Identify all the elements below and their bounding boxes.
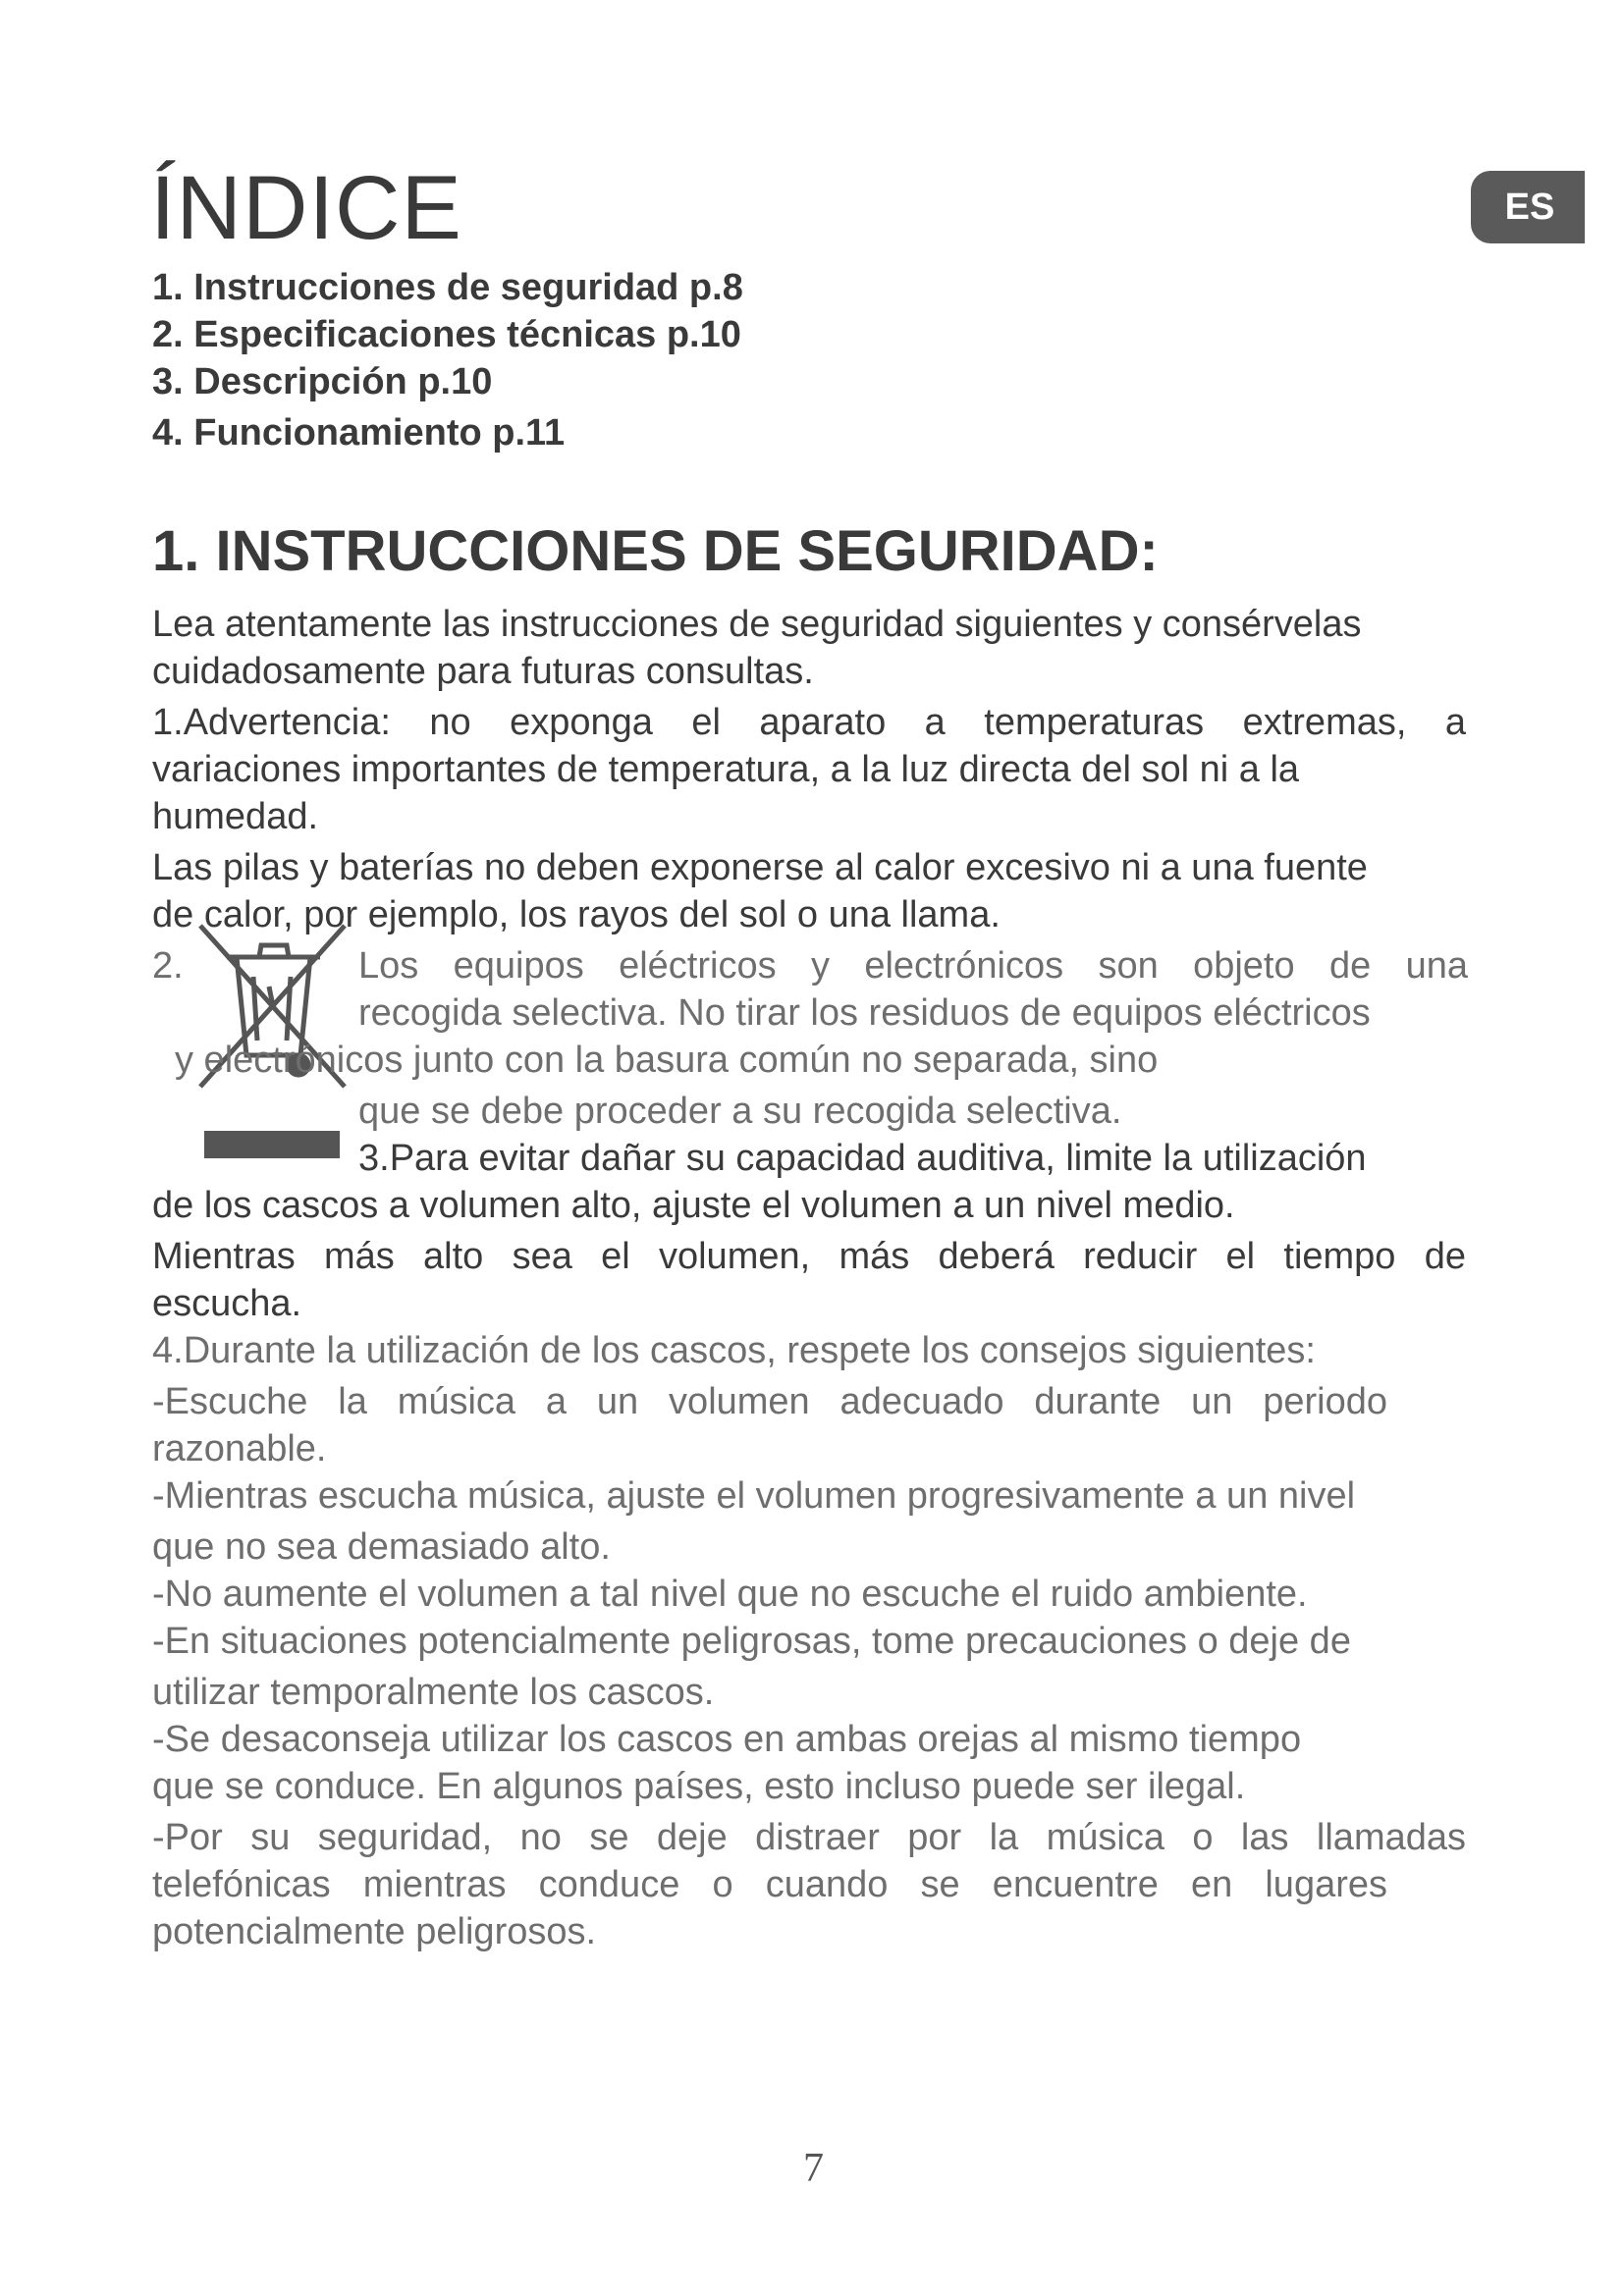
- toc-item-1: 1. Instrucciones de seguridad p.8: [152, 267, 743, 308]
- item4-line-4: -Mientras escucha música, ajuste el volumen progresivamente a un nivel: [152, 1475, 1356, 1517]
- item3-line-2: de los cascos a volumen alto, ajuste el volumen a un nivel medio.: [152, 1185, 1235, 1226]
- item4-line-2: -Escuche la música a un volumen adecuado durante un periodo: [152, 1381, 1387, 1422]
- item4-line-12: telefónicas mientras conduce o cuando se encuentre en lugares: [152, 1864, 1387, 1905]
- item4-line-8: utilizar temporalmente los cascos.: [152, 1672, 715, 1713]
- page-number: 7: [803, 2146, 824, 2191]
- batteries-line-1: Las pilas y baterías no deben exponerse al calor excesivo ni a una fuente: [152, 847, 1368, 888]
- item4-line-13: potencialmente peligrosos.: [152, 1911, 597, 1952]
- item2-line-3: y electrónicos junto con la basura común no separada, sino: [175, 1040, 1159, 1081]
- item2-line-1: Los equipos eléctricos y electrónicos son objeto de una: [358, 945, 1468, 987]
- language-badge: ES: [1471, 171, 1585, 243]
- item1-line-1: 1.Advertencia: no exponga el aparato a temperaturas extremas, a: [152, 702, 1466, 743]
- item4-line-11: -Por su seguridad, no se deje distraer por la música o las llamadas: [152, 1817, 1466, 1858]
- symbol-underline-bar: [204, 1131, 340, 1158]
- item2-line-4: que se debe proceder a su recogida selectiva.: [358, 1091, 1122, 1132]
- section-heading: 1. INSTRUCCIONES DE SEGURIDAD:: [152, 519, 1159, 583]
- intro-line-1: Lea atentamente las instrucciones de seguridad siguientes y consérvelas: [152, 604, 1362, 645]
- item3-line-1: 3.Para evitar dañar su capacidad auditiva, limite la utilización: [358, 1138, 1367, 1179]
- item4-line-1: 4.Durante la utilización de los cascos, respete los consejos siguientes:: [152, 1330, 1316, 1371]
- item4-line-5: que no sea demasiado alto.: [152, 1526, 611, 1568]
- item1-line-2: variaciones importantes de temperatura, a la luz directa del sol ni a la: [152, 749, 1300, 790]
- item4-line-9: -Se desaconseja utilizar los cascos en ambas orejas al mismo tiempo: [152, 1719, 1302, 1760]
- item3-line-3: Mientras más alto sea el volumen, más deberá reducir el tiempo de: [152, 1236, 1466, 1277]
- item4-line-10: que se conduce. En algunos países, esto incluso puede ser ilegal.: [152, 1766, 1246, 1807]
- item2-line-2: recogida selectiva. No tirar los residuos de equipos eléctricos: [358, 992, 1371, 1034]
- item4-line-7: -En situaciones potencialmente peligrosas, tome precauciones o deje de: [152, 1621, 1351, 1662]
- toc-item-4: 4. Funcionamiento p.11: [152, 412, 566, 454]
- batteries-line-2: de calor, por ejemplo, los rayos del sol o una llama.: [152, 894, 1001, 935]
- item1-line-3: humedad.: [152, 796, 319, 837]
- intro-line-2: cuidadosamente para futuras consultas.: [152, 651, 814, 692]
- item3-line-4: escucha.: [152, 1283, 302, 1324]
- item4-line-6: -No aumente el volumen a tal nivel que no escuche el ruido ambiente.: [152, 1574, 1308, 1615]
- toc-item-2: 2. Especificaciones técnicas p.10: [152, 314, 741, 355]
- item2-number: 2.: [152, 945, 184, 987]
- page-title: ÍNDICE: [150, 158, 462, 258]
- toc-item-3: 3. Descripción p.10: [152, 361, 493, 402]
- item4-line-3: razonable.: [152, 1428, 327, 1469]
